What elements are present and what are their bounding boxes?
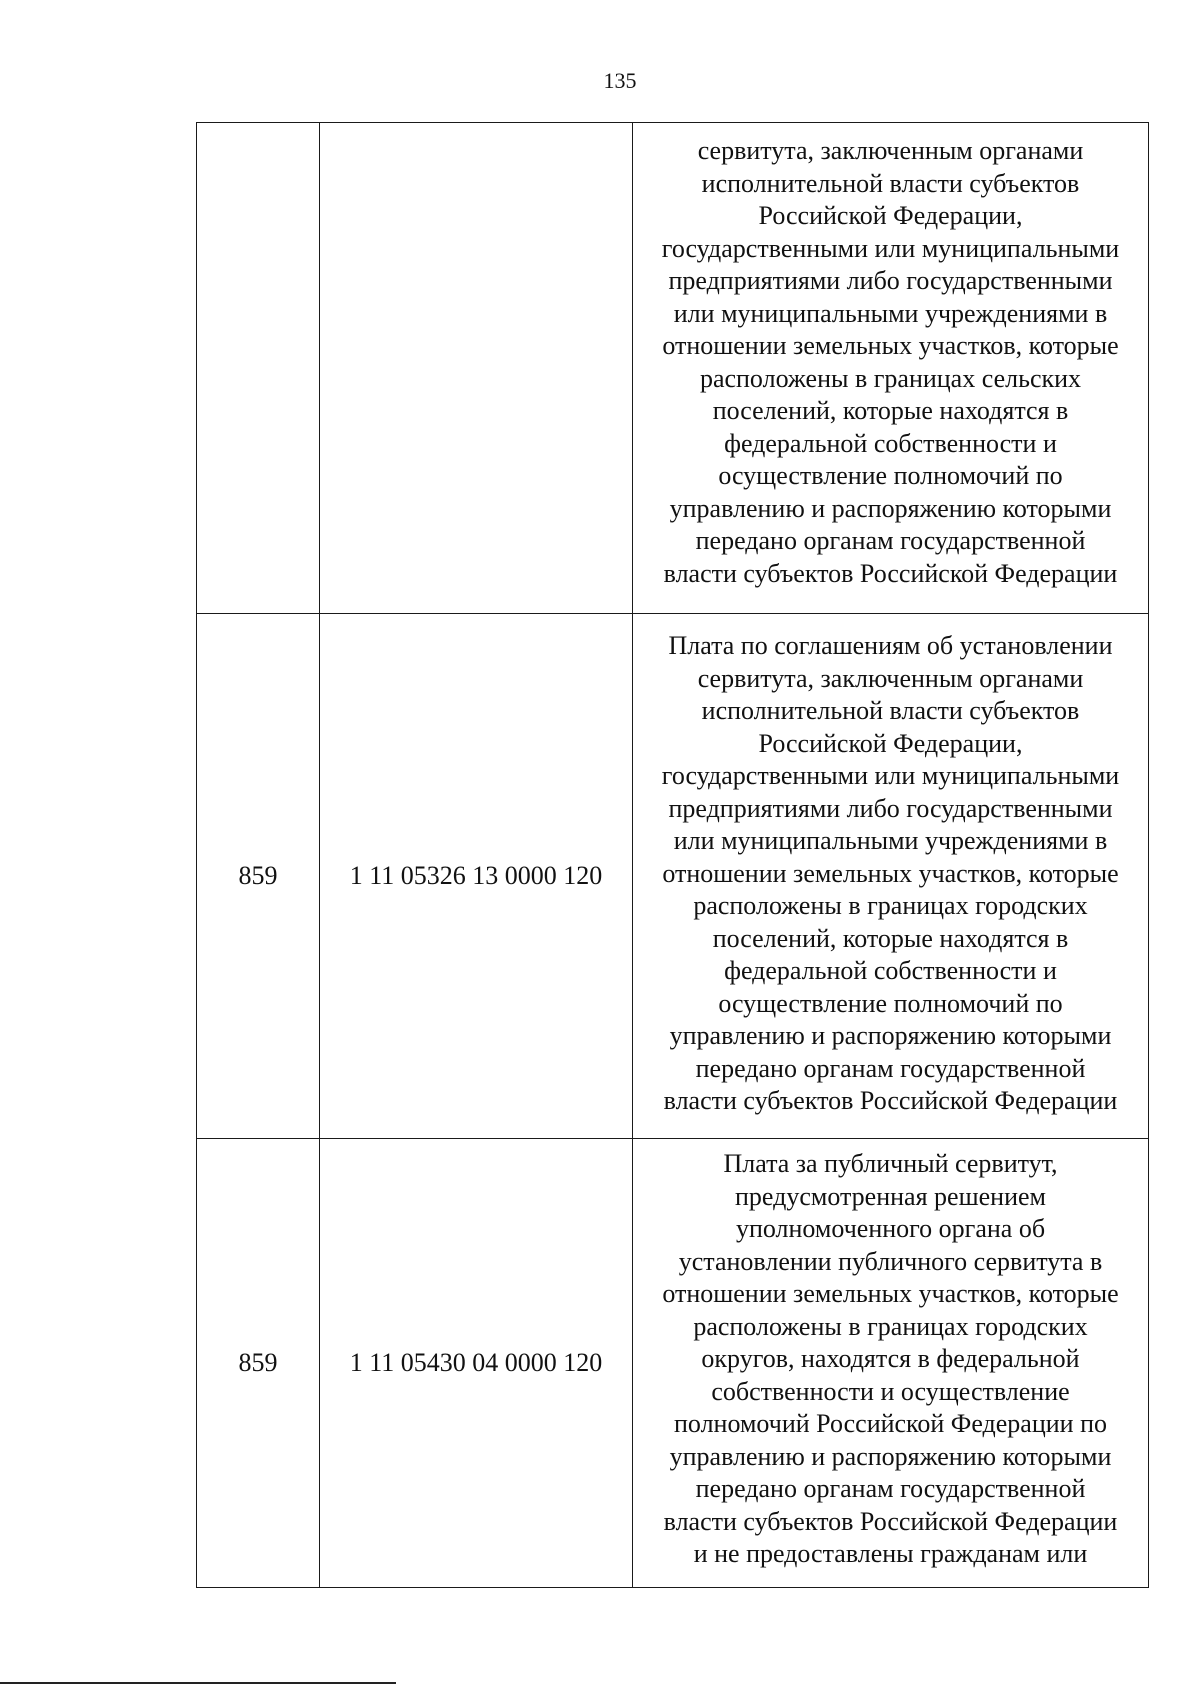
description-line: полномочий Российской Федерации по <box>674 1409 1107 1438</box>
description-line: Российской Федерации, <box>758 201 1023 230</box>
description-line: или муниципальными учреждениями в <box>673 826 1108 855</box>
description-line: уполномоченного органа об <box>735 1214 1046 1243</box>
description-line: предприятиями либо государственными <box>668 793 1113 823</box>
description-line: федеральной собственности и <box>724 956 1057 985</box>
description-line: и не предоставлены гражданам или <box>693 1539 1088 1568</box>
description-line: отношении земельных участков, которые <box>662 1279 1119 1308</box>
description-line: федеральной собственности и <box>724 428 1057 458</box>
description-line: передано органам государственной <box>695 1053 1086 1083</box>
description-line: власти субъектов Российской Федерации <box>663 1086 1118 1115</box>
description-line: управлению и распоряжению которыми <box>669 1021 1112 1050</box>
description-line: расположены в границах городских <box>693 891 1088 920</box>
description-line: расположены в границах городских <box>693 1311 1088 1341</box>
description-line: сервитута, заключенным органами <box>697 663 1084 693</box>
description-line: осуществление полномочий по <box>718 461 1063 490</box>
table-row <box>197 123 1149 614</box>
budget-classification-code-cell: 1 11 05326 13 0000 120 <box>320 614 633 1139</box>
description-line: предусмотренная решением <box>735 1181 1046 1211</box>
page-number: 135 <box>603 68 637 93</box>
revenue-codes-table <box>196 122 1149 1588</box>
description-line: исполнительной власти субъектов <box>701 696 1080 725</box>
revenue-description-cell <box>633 123 1149 614</box>
admin-code-cell: 859 <box>197 1139 320 1588</box>
revenue-description-cell <box>633 1139 1149 1588</box>
description-line: исполнительной власти субъектов <box>701 168 1080 198</box>
description-line: управлению и распоряжению которыми <box>669 493 1112 523</box>
admin-code-cell <box>197 123 320 614</box>
description-line: собственности и осуществление <box>711 1376 1070 1406</box>
description-line: отношении земельных участков, которые <box>662 858 1119 888</box>
description-line: Плата по соглашениям об установлении <box>668 631 1113 660</box>
budget-classification-code-cell: 1 11 05430 04 0000 120 <box>320 1139 633 1588</box>
description-line: Плата за публичный сервитут, <box>723 1149 1058 1178</box>
description-line: расположены в границах сельских <box>699 363 1082 393</box>
description-line: отношении земельных участков, которые <box>662 331 1119 360</box>
description-line: поселений, которые находятся в <box>712 396 1069 425</box>
description-line: или муниципальными учреждениями в <box>673 298 1108 328</box>
admin-code-cell: 859 <box>197 614 320 1139</box>
budget-classification-code-cell <box>320 123 633 614</box>
description-line: установлении публичного сервитута в <box>678 1246 1103 1276</box>
description-line: управлению и распоряжению которыми <box>669 1441 1112 1471</box>
revenue-description-cell <box>633 614 1149 1139</box>
description-line: сервитута, заключенным органами <box>697 136 1084 165</box>
description-line: власти субъектов Российской Федерации <box>663 1506 1118 1536</box>
description-line: государственными или муниципальными <box>661 233 1120 263</box>
description-line: власти субъектов Российской Федерации <box>663 558 1118 588</box>
footnote-separator-line <box>0 1682 396 1684</box>
description-line: поселений, которые находятся в <box>712 923 1069 953</box>
table-row <box>197 1139 1149 1588</box>
description-line: предприятиями либо государственными <box>668 266 1113 295</box>
description-line: Российской Федерации, <box>758 728 1023 758</box>
table-row <box>197 614 1149 1139</box>
description-line: осуществление полномочий по <box>718 988 1063 1018</box>
description-line: передано органам государственной <box>695 526 1086 555</box>
description-line: округов, находятся в федеральной <box>701 1344 1080 1373</box>
description-line: государственными или муниципальными <box>661 761 1120 790</box>
description-line: передано органам государственной <box>695 1474 1086 1503</box>
